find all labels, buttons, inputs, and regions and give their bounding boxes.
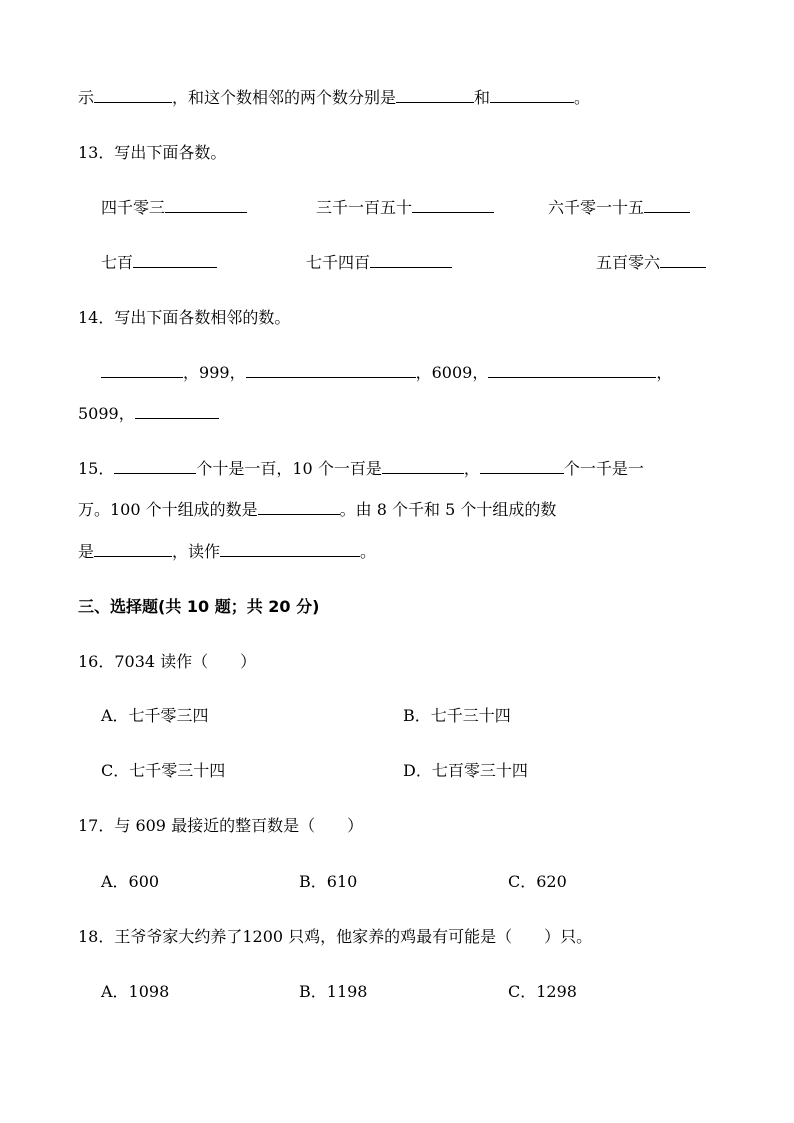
q14-sep: ， bbox=[415, 363, 432, 382]
answer-blank[interactable] bbox=[258, 499, 340, 515]
q18-option-b[interactable]: B．1198 bbox=[299, 982, 368, 1001]
answer-blank[interactable] bbox=[101, 362, 183, 378]
q18-option-a[interactable]: A．1098 bbox=[101, 982, 170, 1001]
q13-title: 13．写出下面各数。 bbox=[78, 143, 227, 162]
q15-text: 是 bbox=[78, 542, 95, 561]
answer-blank[interactable] bbox=[644, 197, 690, 213]
q14-sep: ， bbox=[183, 363, 200, 382]
q13-item bbox=[596, 252, 706, 274]
q13-item-label: 七百 bbox=[101, 253, 134, 272]
q13-item bbox=[548, 197, 690, 219]
answer-blank[interactable] bbox=[396, 87, 474, 103]
q14-sep: ， bbox=[118, 404, 135, 423]
q12-text-end: 。 bbox=[574, 88, 591, 107]
q16-option-c[interactable]: C．七千零三十四 bbox=[101, 761, 226, 780]
q13-item-label: 四千零三 bbox=[101, 198, 166, 217]
q17-title: 17．与 609 最接近的整百数是（ ） bbox=[78, 816, 364, 835]
answer-blank[interactable] bbox=[412, 197, 494, 213]
answer-blank[interactable] bbox=[133, 252, 217, 268]
q15-line-3 bbox=[78, 541, 376, 563]
q15-text: 。由 8 个千和 5 个十组成的数 bbox=[339, 500, 557, 519]
q13-item-label: 三千一百五十 bbox=[316, 198, 413, 217]
answer-blank[interactable] bbox=[165, 197, 247, 213]
q16-title: 16．7034 读作（ ） bbox=[78, 652, 257, 671]
q14-row-1 bbox=[101, 362, 672, 384]
q14-sep: ， bbox=[472, 363, 489, 382]
answer-blank[interactable] bbox=[94, 87, 172, 103]
q12-text-pre: 示 bbox=[78, 88, 95, 107]
answer-blank[interactable] bbox=[488, 362, 656, 378]
q13-item bbox=[306, 252, 452, 274]
q14-number: 6009 bbox=[431, 363, 473, 382]
q14-sep: ， bbox=[229, 363, 246, 382]
q15-text: ，读作 bbox=[172, 542, 221, 561]
answer-blank[interactable] bbox=[382, 458, 464, 474]
q18-option-c[interactable]: C．1298 bbox=[508, 982, 577, 1001]
q12-tail-line bbox=[78, 87, 590, 109]
q15-line-2 bbox=[78, 499, 556, 521]
q15-text: 个一千是一 bbox=[563, 459, 644, 478]
answer-blank[interactable] bbox=[94, 541, 172, 557]
q14-sep: ， bbox=[656, 363, 673, 382]
q15-line-1 bbox=[78, 458, 644, 480]
q13-item-label: 五百零六 bbox=[596, 253, 661, 272]
answer-blank[interactable] bbox=[114, 458, 196, 474]
answer-blank[interactable] bbox=[660, 252, 706, 268]
q15-text: 万。100 个十组成的数是 bbox=[78, 500, 258, 519]
answer-blank[interactable] bbox=[490, 87, 574, 103]
q14-row-2 bbox=[78, 403, 219, 425]
q15-number: 15． bbox=[78, 459, 115, 478]
q14-number: 999 bbox=[199, 363, 230, 382]
q13-item bbox=[316, 197, 494, 219]
q18-title: 18．王爷爷家大约养了1200 只鸡，他家养的鸡最有可能是（ ）只。 bbox=[78, 927, 593, 946]
q17-option-a[interactable]: A．600 bbox=[101, 872, 160, 891]
q15-text: 个十是一百，10 个一百是 bbox=[196, 459, 382, 478]
q17-option-c[interactable]: C．620 bbox=[508, 872, 567, 891]
q16-option-b[interactable]: B．七千三十四 bbox=[403, 706, 511, 725]
q16-option-a[interactable]: A．七千零三四 bbox=[101, 706, 209, 725]
q14-number: 5099 bbox=[78, 404, 119, 423]
q12-text-and: 和 bbox=[474, 88, 491, 107]
section-heading: 三、选择题(共 10 题；共 20 分) bbox=[78, 597, 320, 616]
q13-item-label: 六千零一十五 bbox=[548, 198, 645, 217]
answer-blank[interactable] bbox=[220, 541, 360, 557]
q13-item-label: 七千四百 bbox=[306, 253, 371, 272]
q17-option-b[interactable]: B．610 bbox=[299, 872, 358, 891]
q15-text: 。 bbox=[360, 542, 377, 561]
answer-blank[interactable] bbox=[370, 252, 452, 268]
answer-blank[interactable] bbox=[135, 403, 219, 419]
q16-option-d[interactable]: D．七百零三十四 bbox=[403, 761, 528, 780]
answer-blank[interactable] bbox=[480, 458, 564, 474]
q13-item bbox=[101, 197, 247, 219]
q12-text-mid: ，和这个数相邻的两个数分别是 bbox=[172, 88, 397, 107]
q15-text: ， bbox=[463, 459, 480, 478]
q14-title: 14．写出下面各数相邻的数。 bbox=[78, 308, 291, 327]
answer-blank[interactable] bbox=[246, 362, 416, 378]
q13-item bbox=[101, 252, 217, 274]
